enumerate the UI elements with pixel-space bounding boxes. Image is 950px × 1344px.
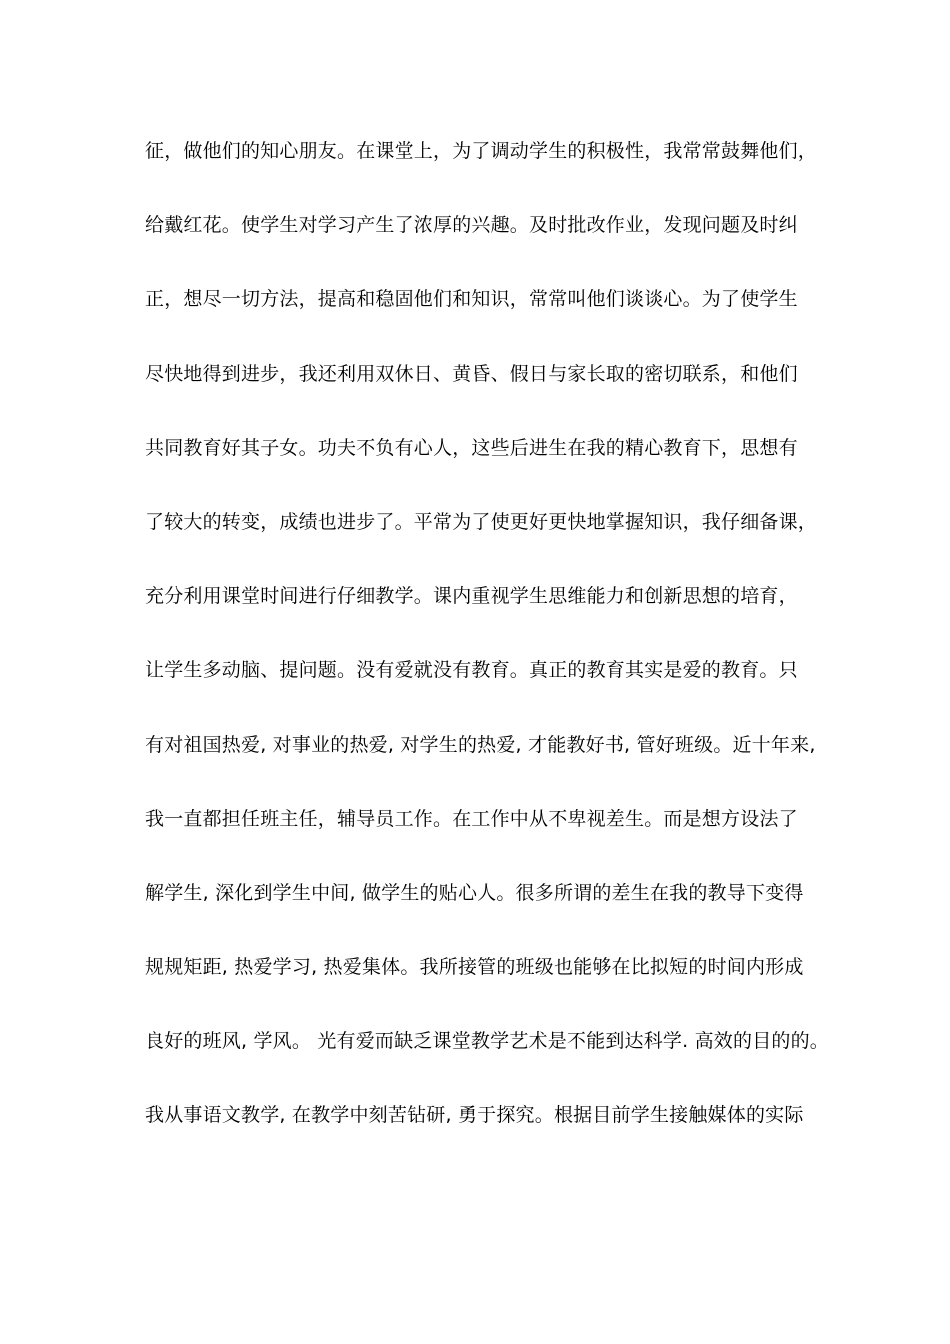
text-line: 正，想尽一切方法，提高和稳固他们和知识，常常叫他们谈谈心。为了使学生 (145, 288, 798, 311)
text-line: 有对祖国热爱, 对事业的热爱, 对学生的热爱, 才能教好书, 管好班级。近十年来, (145, 733, 816, 756)
text-line: 共同教育好其子女。功夫不负有心人，这些后进生在我的精心教育下，思想有 (145, 436, 798, 459)
text-line: 我一直都担任班主任，辅导员工作。在工作中从不卑视差生。而是想方设法了 (145, 807, 798, 830)
text-line: 良好的班风, 学风。 光有爱而缺乏课堂教学艺术是不能到达科学. 高效的目的的。 (145, 1030, 829, 1053)
text-line: 了较大的转变，成绩也进步了。平常为了使更好更快地掌握知识，我仔细备课， (145, 510, 818, 533)
text-line: 解学生, 深化到学生中间, 做学生的贴心人。很多所谓的差生在我的教导下变得 (145, 881, 804, 904)
text-line: 尽快地得到进步，我还利用双休日、黄昏、假日与家长取的密切联系，和他们 (145, 362, 798, 385)
text-line: 让学生多动脑、提问题。没有爱就没有教育。真正的教育其实是爱的教育。只 (145, 659, 798, 682)
text-line: 给戴红花。使学生对学习产生了浓厚的兴趣。及时批改作业，发现问题及时纠 (145, 214, 798, 237)
text-line: 我从事语文教学, 在教学中刻苦钻研, 勇于探究。根据目前学生接触媒体的实际 (145, 1104, 804, 1127)
document-body (145, 133, 829, 1172)
text-line: 充分利用课堂时间进行仔细教学。课内重视学生思维能力和创新思想的培育， (145, 585, 798, 608)
text-line: 征，做他们的知心朋友。在课堂上，为了调动学生的积极性，我常常鼓舞他们， (145, 140, 818, 162)
text-line: 规规矩距, 热爱学习, 热爱集体。我所接管的班级也能够在比拟短的时间内形成 (145, 956, 804, 979)
